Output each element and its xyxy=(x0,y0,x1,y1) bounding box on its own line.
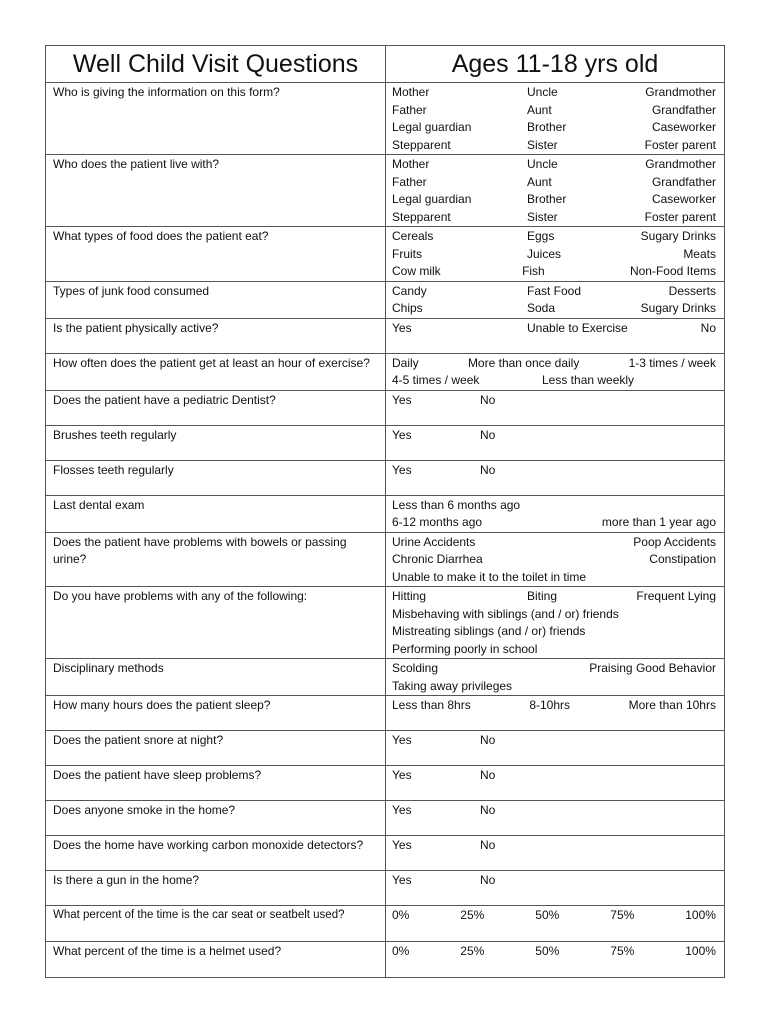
question-row xyxy=(46,425,725,460)
no-option[interactable]: No xyxy=(480,427,496,442)
percent-option[interactable]: 75% xyxy=(610,908,635,922)
answer-options xyxy=(386,906,725,942)
option[interactable]: Stepparent xyxy=(392,209,451,224)
option[interactable]: Unable to Exercise xyxy=(527,320,628,335)
percent-option[interactable]: 50% xyxy=(535,944,560,958)
answer-options xyxy=(386,696,725,731)
option[interactable]: Poop Accidents xyxy=(633,534,716,549)
question-row xyxy=(46,83,725,155)
question-row xyxy=(46,353,725,390)
question-text: Who does the patient live with? xyxy=(46,155,386,227)
option[interactable]: Daily xyxy=(392,355,419,370)
option[interactable]: 8-10hrs xyxy=(529,698,570,712)
option[interactable]: Hitting xyxy=(392,589,427,603)
option[interactable]: Eggs xyxy=(527,229,555,243)
question-text: Brushes teeth regularly xyxy=(46,425,386,460)
yes-option[interactable]: Yes xyxy=(392,873,412,887)
option[interactable]: Caseworker xyxy=(651,192,716,206)
option[interactable]: Brother xyxy=(527,120,567,134)
yes-option[interactable]: Yes xyxy=(392,733,412,747)
option[interactable]: Taking away privileges xyxy=(392,678,513,693)
option[interactable]: Uncle xyxy=(527,85,558,99)
answer-options xyxy=(386,659,725,696)
option[interactable]: Urine Accidents xyxy=(392,534,476,549)
question-row xyxy=(46,906,725,942)
question-row xyxy=(46,871,725,906)
option[interactable]: 4-5 times / week xyxy=(392,373,480,387)
percent-option[interactable]: 25% xyxy=(460,944,485,958)
question-row xyxy=(46,766,725,801)
answer-options xyxy=(386,281,725,318)
option[interactable]: more than 1 year ago xyxy=(601,515,716,529)
option[interactable]: Grandfather xyxy=(651,174,716,189)
question-row xyxy=(46,532,725,587)
option[interactable]: Soda xyxy=(527,301,556,315)
option[interactable]: Cow milk xyxy=(392,264,441,278)
option[interactable]: Stepparent xyxy=(392,137,451,152)
option[interactable]: Less than 8hrs xyxy=(392,698,471,712)
question-row xyxy=(46,155,725,227)
option[interactable]: Unable to make it to the toilet in time xyxy=(392,569,587,584)
no-option[interactable]: No xyxy=(480,838,496,852)
question-row xyxy=(46,227,725,282)
option[interactable]: 1-3 times / week xyxy=(628,355,716,370)
percent-option[interactable]: 100% xyxy=(685,944,716,958)
option[interactable]: Grandmother xyxy=(645,85,716,99)
percent-option[interactable]: 0% xyxy=(392,908,410,922)
no-option[interactable]: No xyxy=(480,768,496,782)
option[interactable]: More than once daily xyxy=(467,355,580,370)
option[interactable]: Biting xyxy=(527,589,558,603)
no-option[interactable]: No xyxy=(480,873,496,887)
option[interactable]: Candy xyxy=(392,283,427,298)
question-text: How many hours does the patient sleep? xyxy=(46,696,386,731)
option[interactable]: Mistreating siblings (and / or) friends xyxy=(392,624,586,638)
yes-option[interactable]: Yes xyxy=(392,392,412,407)
option[interactable]: Fast Food xyxy=(527,283,582,298)
option[interactable]: Frequent Lying xyxy=(636,589,716,603)
percent-option[interactable]: 100% xyxy=(685,908,716,922)
question-row xyxy=(46,390,725,425)
option[interactable]: Father xyxy=(392,174,427,189)
option[interactable]: Misbehaving with siblings (and / or) friends xyxy=(392,606,619,621)
answer-options xyxy=(386,731,725,766)
question-text: Does the patient have problems with bowels or passing urine? xyxy=(46,532,386,587)
question-text: What percent of the time is a helmet used? xyxy=(46,942,386,978)
question-row xyxy=(46,801,725,836)
option[interactable]: Sister xyxy=(527,137,558,152)
option[interactable]: Less than 6 months ago xyxy=(392,497,521,512)
question-row xyxy=(46,836,725,871)
option[interactable]: Desserts xyxy=(668,283,716,298)
no-option[interactable]: No xyxy=(480,733,496,747)
answer-options xyxy=(386,801,725,836)
option[interactable]: More than 10hrs xyxy=(628,698,716,712)
option[interactable]: Mother xyxy=(392,157,430,171)
option[interactable]: Praising Good Behavior xyxy=(589,661,716,675)
no-option[interactable]: No xyxy=(480,803,496,817)
option[interactable]: Grandfather xyxy=(651,102,716,117)
age-range-title: Ages 11-18 yrs old xyxy=(386,46,725,83)
yes-option[interactable]: Yes xyxy=(392,427,412,442)
option[interactable]: Sister xyxy=(527,209,558,224)
well-child-form-table xyxy=(45,45,725,978)
option[interactable]: Fruits xyxy=(392,246,422,261)
question-row xyxy=(46,587,725,659)
option[interactable]: 6-12 months ago xyxy=(392,515,483,529)
question-text: Flosses teeth regularly xyxy=(46,460,386,495)
answer-options xyxy=(386,460,725,495)
question-text: Who is giving the information on this form? xyxy=(46,83,386,155)
percent-option[interactable]: 25% xyxy=(460,908,485,922)
answer-options xyxy=(386,155,725,227)
answer-options xyxy=(386,766,725,801)
option[interactable]: Less than weekly xyxy=(542,373,635,387)
option[interactable]: Meats xyxy=(683,246,716,261)
percent-option[interactable]: 75% xyxy=(610,944,635,958)
answer-options xyxy=(386,871,725,906)
answer-options xyxy=(386,83,725,155)
question-text: Does the home have working carbon monoxide detectors? xyxy=(46,836,386,871)
question-text: What types of food does the patient eat? xyxy=(46,227,386,282)
yes-option[interactable]: Yes xyxy=(392,803,412,817)
answer-options xyxy=(386,425,725,460)
percent-option[interactable]: 50% xyxy=(535,908,560,922)
answer-options xyxy=(386,495,725,532)
answer-options xyxy=(386,227,725,282)
option[interactable]: Non-Food Items xyxy=(629,264,716,278)
option[interactable]: Juices xyxy=(527,246,562,261)
option[interactable]: Cereals xyxy=(392,229,434,243)
option[interactable]: Chips xyxy=(392,301,423,315)
question-row xyxy=(46,495,725,532)
option[interactable]: Uncle xyxy=(527,157,558,171)
answer-options xyxy=(386,390,725,425)
question-row xyxy=(46,696,725,731)
question-text: Do you have problems with any of the following: xyxy=(46,587,386,659)
option[interactable]: Aunt xyxy=(527,102,552,117)
answer-options xyxy=(386,942,725,978)
question-text: Does anyone smoke in the home? xyxy=(46,801,386,836)
question-text: Does the patient snore at night? xyxy=(46,731,386,766)
option[interactable]: Scolding xyxy=(392,661,439,675)
no-option[interactable]: No xyxy=(480,462,496,477)
option[interactable]: Legal guardian xyxy=(392,192,472,206)
yes-option[interactable]: Yes xyxy=(392,768,412,782)
percent-option[interactable]: 0% xyxy=(392,944,410,958)
option[interactable]: Mother xyxy=(392,85,430,99)
option[interactable]: Legal guardian xyxy=(392,120,472,134)
question-text: Does the patient have a pediatric Dentist? xyxy=(46,390,386,425)
option[interactable]: Brother xyxy=(527,192,567,206)
answer-options xyxy=(386,587,725,659)
option[interactable]: Yes xyxy=(392,320,412,335)
yes-option[interactable]: Yes xyxy=(392,462,412,477)
option[interactable]: Father xyxy=(392,102,427,117)
question-text: Disciplinary methods xyxy=(46,659,386,696)
question-row xyxy=(46,942,725,978)
question-text: What percent of the time is the car seat or seatbelt used? xyxy=(46,906,386,942)
question-text: Is the patient physically active? xyxy=(46,318,386,353)
option[interactable]: Sugary Drinks xyxy=(640,301,716,315)
header-row xyxy=(46,46,725,83)
option[interactable]: Grandmother xyxy=(645,157,716,171)
question-text: Last dental exam xyxy=(46,495,386,532)
option[interactable]: Aunt xyxy=(527,174,552,189)
answer-options xyxy=(386,318,725,353)
question-text: How often does the patient get at least an hour of exercise? xyxy=(46,353,386,390)
option[interactable]: Performing poorly in school xyxy=(392,641,538,656)
option[interactable]: No xyxy=(700,320,716,335)
option[interactable]: Foster parent xyxy=(644,137,716,152)
no-option[interactable]: No xyxy=(480,392,496,407)
question-text: Does the patient have sleep problems? xyxy=(46,766,386,801)
option[interactable]: Constipation xyxy=(649,552,716,566)
question-row xyxy=(46,460,725,495)
option[interactable]: Chronic Diarrhea xyxy=(392,552,483,566)
option[interactable]: Sugary Drinks xyxy=(640,229,716,243)
question-row xyxy=(46,281,725,318)
answer-options xyxy=(386,353,725,390)
question-row xyxy=(46,659,725,696)
question-row xyxy=(46,731,725,766)
answer-options xyxy=(386,836,725,871)
option[interactable]: Foster parent xyxy=(644,209,716,224)
question-text: Types of junk food consumed xyxy=(46,281,386,318)
yes-option[interactable]: Yes xyxy=(392,838,412,852)
option[interactable]: Caseworker xyxy=(651,120,716,134)
form-title: Well Child Visit Questions xyxy=(46,46,386,83)
question-row xyxy=(46,318,725,353)
option[interactable]: Fish xyxy=(522,264,545,278)
question-text: Is there a gun in the home? xyxy=(46,871,386,906)
answer-options xyxy=(386,532,725,587)
